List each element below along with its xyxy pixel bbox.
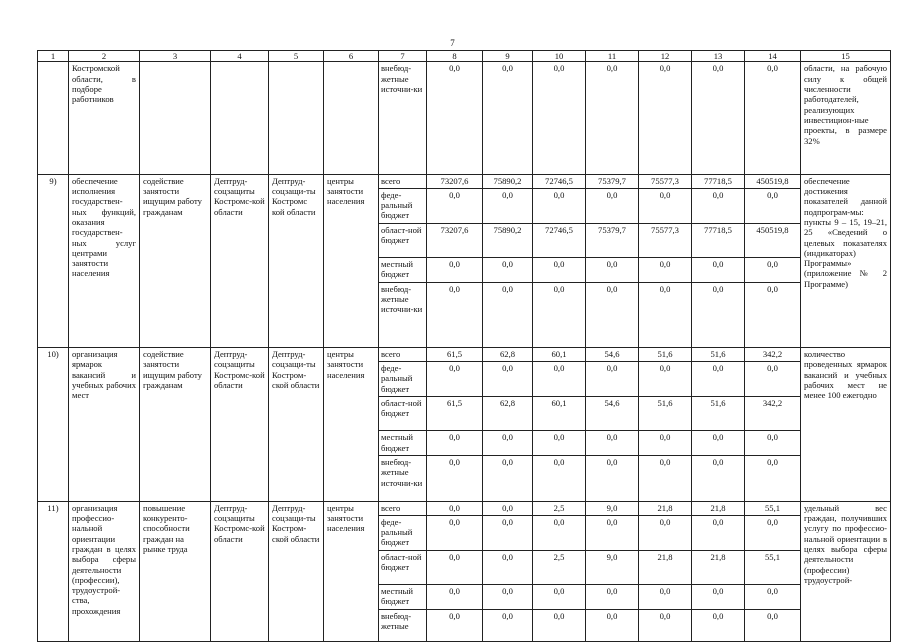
value-cell: 0,0 (745, 431, 801, 456)
value-cell: 0,0 (745, 282, 801, 348)
header-cell: 7 (379, 51, 427, 62)
header-cell: 9 (483, 51, 533, 62)
header-cell: 8 (427, 51, 483, 62)
value-cell: 450519,8 (745, 174, 801, 188)
value-cell: 2,5 (533, 550, 586, 584)
value-cell: 61,5 (427, 348, 483, 362)
event-name-cell: обеспечение исполнения государствен-ных функций, оказания государствен-ных услуг центрами занятости населения (69, 174, 140, 347)
value-cell: 0,0 (639, 515, 692, 550)
value-cell: 0,0 (427, 585, 483, 610)
responsible-cell: Дептруд-соцзащи-ты Костромс кой области (269, 174, 324, 347)
value-cell: 51,6 (692, 397, 745, 431)
value-cell: 0,0 (427, 456, 483, 502)
value-cell: 73207,6 (427, 174, 483, 188)
value-cell: 0,0 (692, 515, 745, 550)
program-row (38, 348, 891, 362)
goal-cell: повышение конкуренто-способности граждан на рынке труда (140, 501, 211, 641)
value-cell: 0,0 (639, 585, 692, 610)
value-cell: 21,8 (639, 550, 692, 584)
value-cell: 0,0 (586, 62, 639, 174)
header-cell: 5 (269, 51, 324, 62)
funding-source-cell: всего (379, 348, 427, 362)
funding-source-cell: феде-ральный бюджет (379, 361, 427, 396)
value-cell: 0,0 (639, 188, 692, 223)
value-cell: 75379,7 (586, 223, 639, 257)
value-cell: 0,0 (745, 258, 801, 283)
result-cell: области, на рабочую силу к общей численности работодателей, реализующих инвестицион-ные проекты, в размере 32% (801, 62, 891, 174)
value-cell: 0,0 (483, 609, 533, 641)
value-cell: 0,0 (586, 361, 639, 396)
value-cell: 0,0 (586, 515, 639, 550)
funding-source-cell: феде-ральный бюджет (379, 188, 427, 223)
value-cell: 77718,5 (692, 174, 745, 188)
funding-source-cell: местный бюджет (379, 431, 427, 456)
value-cell: 54,6 (586, 348, 639, 362)
value-cell: 0,0 (692, 609, 745, 641)
value-cell: 0,0 (692, 456, 745, 502)
value-cell: 0,0 (483, 188, 533, 223)
value-cell: 55,1 (745, 550, 801, 584)
header-cell: 12 (639, 51, 692, 62)
header-cell: 1 (38, 51, 69, 62)
value-cell: 75890,2 (483, 174, 533, 188)
value-cell: 0,0 (533, 188, 586, 223)
value-cell: 0,0 (427, 188, 483, 223)
value-cell: 0,0 (745, 515, 801, 550)
value-cell: 51,6 (692, 348, 745, 362)
value-cell: 0,0 (483, 515, 533, 550)
value-cell: 342,2 (745, 348, 801, 362)
row-number-cell: 10) (38, 348, 69, 502)
value-cell: 62,8 (483, 397, 533, 431)
value-cell: 0,0 (427, 515, 483, 550)
value-cell: 0,0 (745, 456, 801, 502)
value-cell: 60,1 (533, 348, 586, 362)
result-cell: обеспечение достижения показателей данной подпрограм-мы: пункты 9 – 15, 19–21, 25 «Сведений о целевых показателях (индикаторах) Программы» (приложение № 2 Программе) (801, 174, 891, 347)
value-cell: 0,0 (483, 456, 533, 502)
funding-source-cell: внебюд-жетные источни-ки (379, 456, 427, 502)
event-name-cell: организация ярмарок вакансий и учебных рабочих мест (69, 348, 140, 502)
value-cell: 0,0 (483, 550, 533, 584)
value-cell: 0,0 (427, 609, 483, 641)
value-cell: 0,0 (533, 282, 586, 348)
participant-cell (324, 62, 379, 174)
value-cell: 0,0 (586, 585, 639, 610)
executor-cell: Дептруд-соцзащиты Костромс-кой области (211, 174, 269, 347)
row-number-cell: 11) (38, 501, 69, 641)
funding-source-cell: внебюд-жетные источни-ки (379, 282, 427, 348)
event-name-cell: организация профессио-нальной ориентации граждан в целях выбора сферы деятельности (профессии), трудоустрой-ства, прохождения (69, 501, 140, 641)
value-cell: 0,0 (533, 456, 586, 502)
value-cell: 0,0 (483, 62, 533, 174)
funding-source-cell: местный бюджет (379, 258, 427, 283)
continuation-row (38, 62, 891, 174)
header-cell: 13 (692, 51, 745, 62)
funding-source-cell: феде-ральный бюджет (379, 515, 427, 550)
value-cell: 0,0 (692, 282, 745, 348)
goal-cell: содействие занятости ищущим работу гражданам (140, 174, 211, 347)
page-number: 7 (450, 38, 455, 48)
value-cell: 0,0 (692, 188, 745, 223)
value-cell: 0,0 (427, 361, 483, 396)
value-cell: 0,0 (639, 609, 692, 641)
value-cell: 0,0 (745, 62, 801, 174)
executor-cell: Дептруд-соцзащиты Костромс-кой области (211, 348, 269, 502)
value-cell: 0,0 (745, 585, 801, 610)
program-table (37, 50, 891, 642)
value-cell: 72746,5 (533, 223, 586, 257)
funding-source-cell: внебюд-жетные (379, 609, 427, 641)
value-cell: 0,0 (692, 585, 745, 610)
value-cell: 0,0 (533, 361, 586, 396)
responsible-cell: Дептруд-соцзащи-ты Костром-ской области (269, 501, 324, 641)
value-cell: 0,0 (639, 361, 692, 396)
header-cell: 14 (745, 51, 801, 62)
value-cell: 0,0 (692, 62, 745, 174)
value-cell: 0,0 (639, 282, 692, 348)
value-cell: 0,0 (586, 456, 639, 502)
value-cell: 0,0 (745, 609, 801, 641)
value-cell: 0,0 (586, 282, 639, 348)
value-cell: 0,0 (639, 258, 692, 283)
responsible-cell (269, 62, 324, 174)
funding-source-cell: област-ной бюджет (379, 397, 427, 431)
value-cell: 0,0 (483, 282, 533, 348)
row-number-cell (38, 62, 69, 174)
funding-source-cell: внебюд-жетные источни-ки (379, 62, 427, 174)
value-cell: 21,8 (692, 550, 745, 584)
value-cell: 2,5 (533, 501, 586, 515)
value-cell: 60,1 (533, 397, 586, 431)
value-cell: 0,0 (427, 62, 483, 174)
value-cell: 75379,7 (586, 174, 639, 188)
value-cell: 0,0 (692, 431, 745, 456)
goal-cell (140, 62, 211, 174)
value-cell: 75577,3 (639, 174, 692, 188)
program-row (38, 501, 891, 515)
value-cell: 21,8 (692, 501, 745, 515)
value-cell: 61,5 (427, 397, 483, 431)
value-cell: 54,6 (586, 397, 639, 431)
header-cell: 2 (69, 51, 140, 62)
participant-cell: центры занятости населения (324, 501, 379, 641)
funding-source-cell: област-ной бюджет (379, 550, 427, 584)
value-cell: 51,6 (639, 397, 692, 431)
value-cell: 0,0 (427, 501, 483, 515)
value-cell: 0,0 (533, 62, 586, 174)
header-cell: 6 (324, 51, 379, 62)
goal-cell: содействие занятости ищущим работу гражданам (140, 348, 211, 502)
executor-cell: Дептруд-соцзащиты Костромс-кой области (211, 501, 269, 641)
row-number-cell: 9) (38, 174, 69, 347)
value-cell: 75577,3 (639, 223, 692, 257)
value-cell: 0,0 (745, 361, 801, 396)
value-cell: 51,6 (639, 348, 692, 362)
value-cell: 0,0 (533, 609, 586, 641)
value-cell: 0,0 (483, 361, 533, 396)
funding-source-cell: всего (379, 174, 427, 188)
value-cell: 0,0 (483, 501, 533, 515)
program-row (38, 174, 891, 188)
funding-source-cell: всего (379, 501, 427, 515)
header-cell: 10 (533, 51, 586, 62)
value-cell: 77718,5 (692, 223, 745, 257)
header-cell: 15 (801, 51, 891, 62)
value-cell: 0,0 (586, 431, 639, 456)
header-cell: 3 (140, 51, 211, 62)
responsible-cell: Дептруд-соцзащи-ты Костром-ской области (269, 348, 324, 502)
value-cell: 0,0 (692, 258, 745, 283)
value-cell: 0,0 (427, 431, 483, 456)
value-cell: 0,0 (427, 282, 483, 348)
value-cell: 0,0 (427, 258, 483, 283)
value-cell: 75890,2 (483, 223, 533, 257)
funding-source-cell: местный бюджет (379, 585, 427, 610)
header-row (38, 51, 891, 62)
value-cell: 9,0 (586, 550, 639, 584)
value-cell: 0,0 (586, 258, 639, 283)
value-cell: 0,0 (639, 456, 692, 502)
value-cell: 0,0 (533, 585, 586, 610)
header-cell: 4 (211, 51, 269, 62)
participant-cell: центры занятости населения (324, 348, 379, 502)
participant-cell: центры занятости населения (324, 174, 379, 347)
value-cell: 0,0 (639, 62, 692, 174)
value-cell: 0,0 (533, 515, 586, 550)
executor-cell (211, 62, 269, 174)
value-cell: 342,2 (745, 397, 801, 431)
value-cell: 73207,6 (427, 223, 483, 257)
funding-source-cell: област-ной бюджет (379, 223, 427, 257)
value-cell: 0,0 (692, 361, 745, 396)
value-cell: 62,8 (483, 348, 533, 362)
value-cell: 0,0 (483, 585, 533, 610)
value-cell: 0,0 (533, 431, 586, 456)
value-cell: 0,0 (745, 188, 801, 223)
result-cell: удельный вес граждан, получивших услугу по профессио-нальной ориентации в целях выбора сферы деятельности (профессии) трудоустрой- (801, 501, 891, 641)
header-cell: 11 (586, 51, 639, 62)
value-cell: 0,0 (427, 550, 483, 584)
value-cell: 72746,5 (533, 174, 586, 188)
event-name-cell: Костромской области, в подборе работников (69, 62, 140, 174)
value-cell: 0,0 (586, 609, 639, 641)
value-cell: 0,0 (586, 188, 639, 223)
result-cell: количество проведенных ярмарок вакансий и учебных рабочих мест не менее 100 ежегодно (801, 348, 891, 502)
value-cell: 0,0 (483, 431, 533, 456)
value-cell: 55,1 (745, 501, 801, 515)
value-cell: 450519,8 (745, 223, 801, 257)
value-cell: 0,0 (533, 258, 586, 283)
value-cell: 0,0 (483, 258, 533, 283)
value-cell: 0,0 (639, 431, 692, 456)
value-cell: 9,0 (586, 501, 639, 515)
value-cell: 21,8 (639, 501, 692, 515)
